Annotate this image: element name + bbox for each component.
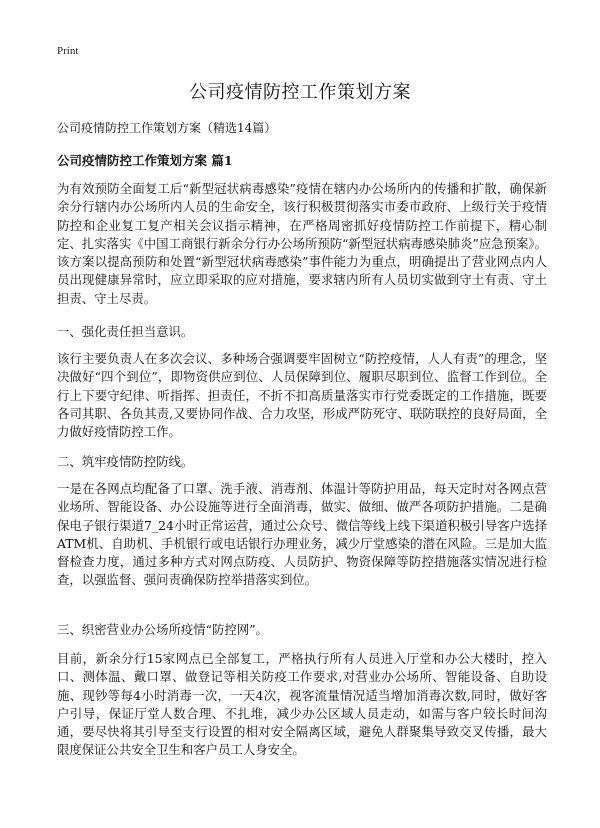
paragraph-control-net: 目前，新余分行15家网点已全部复工，严格执行所有人员进入厅堂和办公大楼时，控入口、测体温、戴口罩、做登记等相关防疫工作要求,对营业办公场所、智能设备、自助设施、现钞等每4小时消毒一次，一天4次，视客流量情况适当增加消毒次数,同时，做好客户引导，保证厅堂人数合理、不扎堆，减少办公区域人员走动，如需与客户较长时间沟通，要尽快将其引导至支行设置的相对安全隔离区域，避免人群聚集导致交叉传播，最大限度保证公共安全卫生和客户员工人身安全。	[57, 651, 547, 758]
heading-control-net: 三、织密营业办公场所疫情“防控网”。	[57, 622, 268, 637]
paragraph-responsibility: 该行主要负责人在多次会议、多种场合强调要牢固树立“防控疫情，人人有责”的理念，坚决做好“四个到位”，即物资供应到位、人员保障到位、履职尽职到位、监督工作到位。全行上下要守纪律、听指挥、担责任，不折不扣高质量落实市行党委既定的工作措施，既要各司其职、各负其责,又要协同作战、合力攻坚，形成严防死守、联防联控的良好局面，全力做好疫情防控工作。	[57, 351, 547, 440]
section-title: 公司疫情防控工作策划方案 篇1	[57, 153, 233, 168]
paragraph-defense-line: 一是在各网点均配备了口罩、洗手液、消毒剂、体温计等防护用品，每天定时对各网点营业场所、智能设备、办公设施等进行全面消毒，做实、做细、做严各项防护措施。二是确保电子银行渠道7_24小时正常运营，通过公众号、微信等线上线下渠道积极引导客户选择ATM机、自助机、手机银行或电话银行办理业务，减少厅堂感染的潜在风险。三是加大监督检查力度，通过多种方式对网点防疫、人员防护、物资保障等防控措施落实情况进行检查，以强监督、强问责确保防控举措落实到位。	[57, 481, 547, 588]
heading-defense-line: 二、筑牢疫情防控防线。	[57, 454, 194, 469]
heading-responsibility: 一、强化责任担当意识。	[57, 324, 194, 339]
intro-paragraph: 为有效预防全面复工后“新型冠状病毒感染”疫情在辖内办公场所内的传播和扩散，确保新余分行辖内办公场所内人员的生命安全，该行积极贯彻落实市委市政府、上级行关于疫情防控和企业复工复产相关会议指示精神，在严格周密抓好疫情防控工作前提下，精心制定、扎实落实《中国工商银行新余分行办公场所预防“新型冠状病毒感染肺炎”应急预案》。该方案以提高预防和处置“新型冠状病毒感染”事件能力为重点，明确提出了营业网点内人员出现健康异常时，应立即采取的应对措施，要求辖内所有人员切实做到守土有责、守土担责、守土尽责。	[57, 181, 547, 306]
document-title: 公司疫情防控工作策划方案	[189, 82, 411, 103]
document-subtitle: 公司疫情防控工作策划方案（精选14篇）	[57, 121, 277, 135]
print-link[interactable]: Print	[57, 45, 79, 57]
